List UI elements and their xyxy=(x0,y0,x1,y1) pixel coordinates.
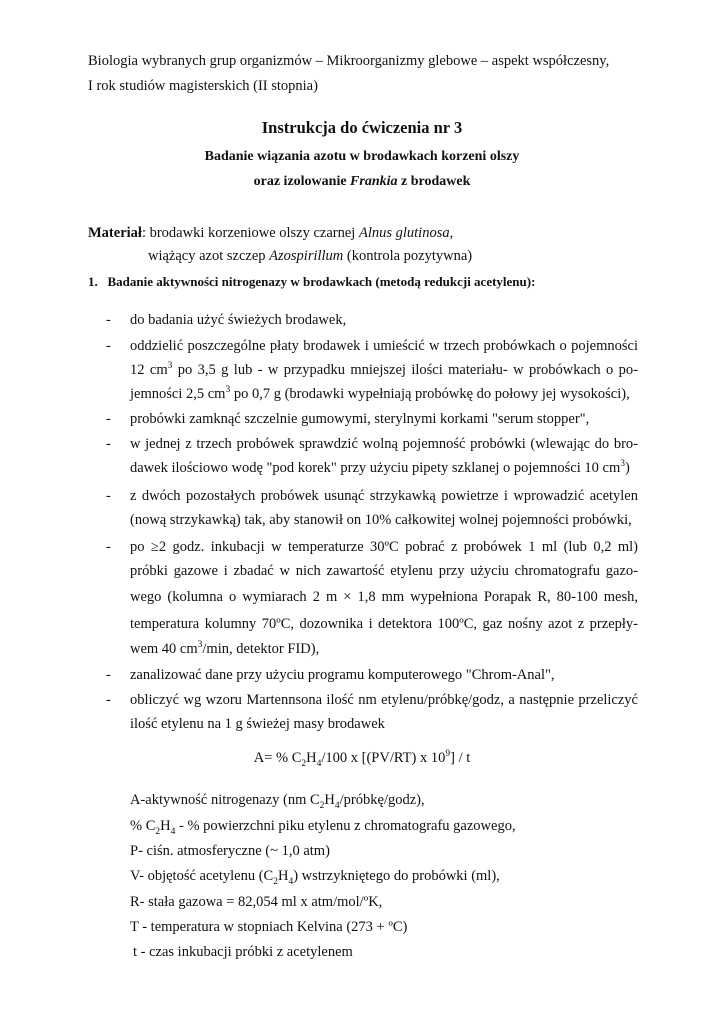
legend-line: V- objętość acetylenu $(C_2H_4)$ wstrzykniętego do probówki (ml), xyxy=(130,868,500,887)
bullet-dash: - xyxy=(106,338,111,354)
list-item-line: dawek ilościowo wodę "pod korek" przy użyciu pipety szklanej o pojemności 10 $cm^3$) xyxy=(130,459,630,476)
list-item-line: temperatura kolumny 70ºC, dozownika i detektora 100ºC, gaz nośny azot z przepły- xyxy=(130,616,638,632)
list-item: probówki zamknąć szczelnie gumowymi, sterylnymi korkami "serum stopper", xyxy=(130,411,590,427)
material-label: Materiał xyxy=(88,225,142,241)
list-item: obliczyć wg wzoru Martennsona ilość nm etylenu/próbkę/godz, a następnie przeliczyć xyxy=(130,692,638,708)
legend-line: A-aktywność nitrogenazy (nm $C_2H_4/próbkę/godz$), xyxy=(130,792,425,811)
list-item: po ≥2 godz. inkubacji w temperaturze 30ºC pobrać z probówek 1 ml (lub 0,2 ml) xyxy=(130,539,638,555)
course-header-line-2: I rok studiów magisterskich (II stopnia) xyxy=(88,78,318,94)
legend-line: P- ciśn. atmosferyczne (~ 1,0 atm) xyxy=(130,843,330,859)
bullet-dash: - xyxy=(106,488,111,504)
list-item: zanalizować dane przy użyciu programu komputerowego "Chrom-Anal", xyxy=(130,667,555,683)
list-item: do badania użyć świeżych brodawek, xyxy=(130,312,347,328)
page-title: Instrukcja do ćwiczenia nr 3 xyxy=(261,118,463,137)
bullet-dash: - xyxy=(106,411,111,427)
martennson-formula: A= % $C_2H_4/100$ x [(PV/RT) x $10^9$] / t xyxy=(253,749,471,769)
list-item: z dwóch pozostałych probówek usunąć strzykawką powietrze i wprowadzić acetylen xyxy=(130,488,638,504)
list-item-line: wem 40 $cm^3/\min$, detektor FID), xyxy=(130,640,320,657)
bullet-dash: - xyxy=(106,539,111,555)
list-item: w jednej z trzech probówek sprawdzić wolną pojemność probówki (wlewając do bro- xyxy=(130,436,638,452)
list-item-line: próbki gazowe i zbadać w nich zawartość etylenu przy użyciu chromatografu gazo- xyxy=(130,563,638,579)
material-line-2: wiążący azot szczep Azospirillum (kontrola pozytywna) xyxy=(148,248,473,264)
list-item-line: ilość etylenu na 1 g świeżej masy brodawek xyxy=(130,716,385,732)
list-item-line: (nową strzykawką) tak, aby stanowił on 10% całkowitej wolnej pojemności probówki, xyxy=(130,512,632,528)
bullet-dash: - xyxy=(106,667,111,683)
list-item-line: wego (kolumna o wymiarach 2 m × 1,8 mm wypełniona Porapak R, 80-100 mesh, xyxy=(130,589,638,605)
material-line-1: Materiał: brodawki korzeniowe olszy czarnej Alnus glutinosa, xyxy=(88,225,454,241)
legend-line: % $C_2H_4$ - % powierzchni piku etylenu z chromatografu gazowego, xyxy=(130,818,516,837)
legend-line: R- stała gazowa = 82,054 ml x atm/mol/ºK, xyxy=(130,894,383,910)
bullet-dash: - xyxy=(106,436,111,452)
course-header-line-1: Biologia wybranych grup organizmów – Mikroorganizmy glebowe – aspekt współczesny, xyxy=(88,53,610,69)
bullet-dash: - xyxy=(106,312,111,328)
subtitle-line-2: oraz izolowanie Frankia z brodawek xyxy=(253,174,471,189)
list-item-line: jemności 2,5 $cm^3$ po 0,7 g (brodawki wypełniają probówkę do połowy jej wysokości), xyxy=(130,385,630,402)
subtitle-line-1: Badanie wiązania azotu w brodawkach korzeni olszy xyxy=(204,149,520,164)
legend-line: T - temperatura w stopniach Kelvina (273 + ºC) xyxy=(130,919,408,935)
section-1-heading: 1. Badanie aktywności nitrogenazy w brodawkach (metodą redukcji acetylenu): xyxy=(88,274,536,289)
list-item-line: 12 $cm^3$ po 3,5 g lub - w przypadku mniejszej ilości materiału- w probówkach o po- xyxy=(130,361,638,378)
legend-line: t - czas inkubacji próbki z acetylenem xyxy=(133,944,353,960)
list-item: oddzielić poszczególne płaty brodawek i umieścić w trzech probówkach o pojemności xyxy=(130,338,638,354)
bullet-dash: - xyxy=(106,692,111,708)
